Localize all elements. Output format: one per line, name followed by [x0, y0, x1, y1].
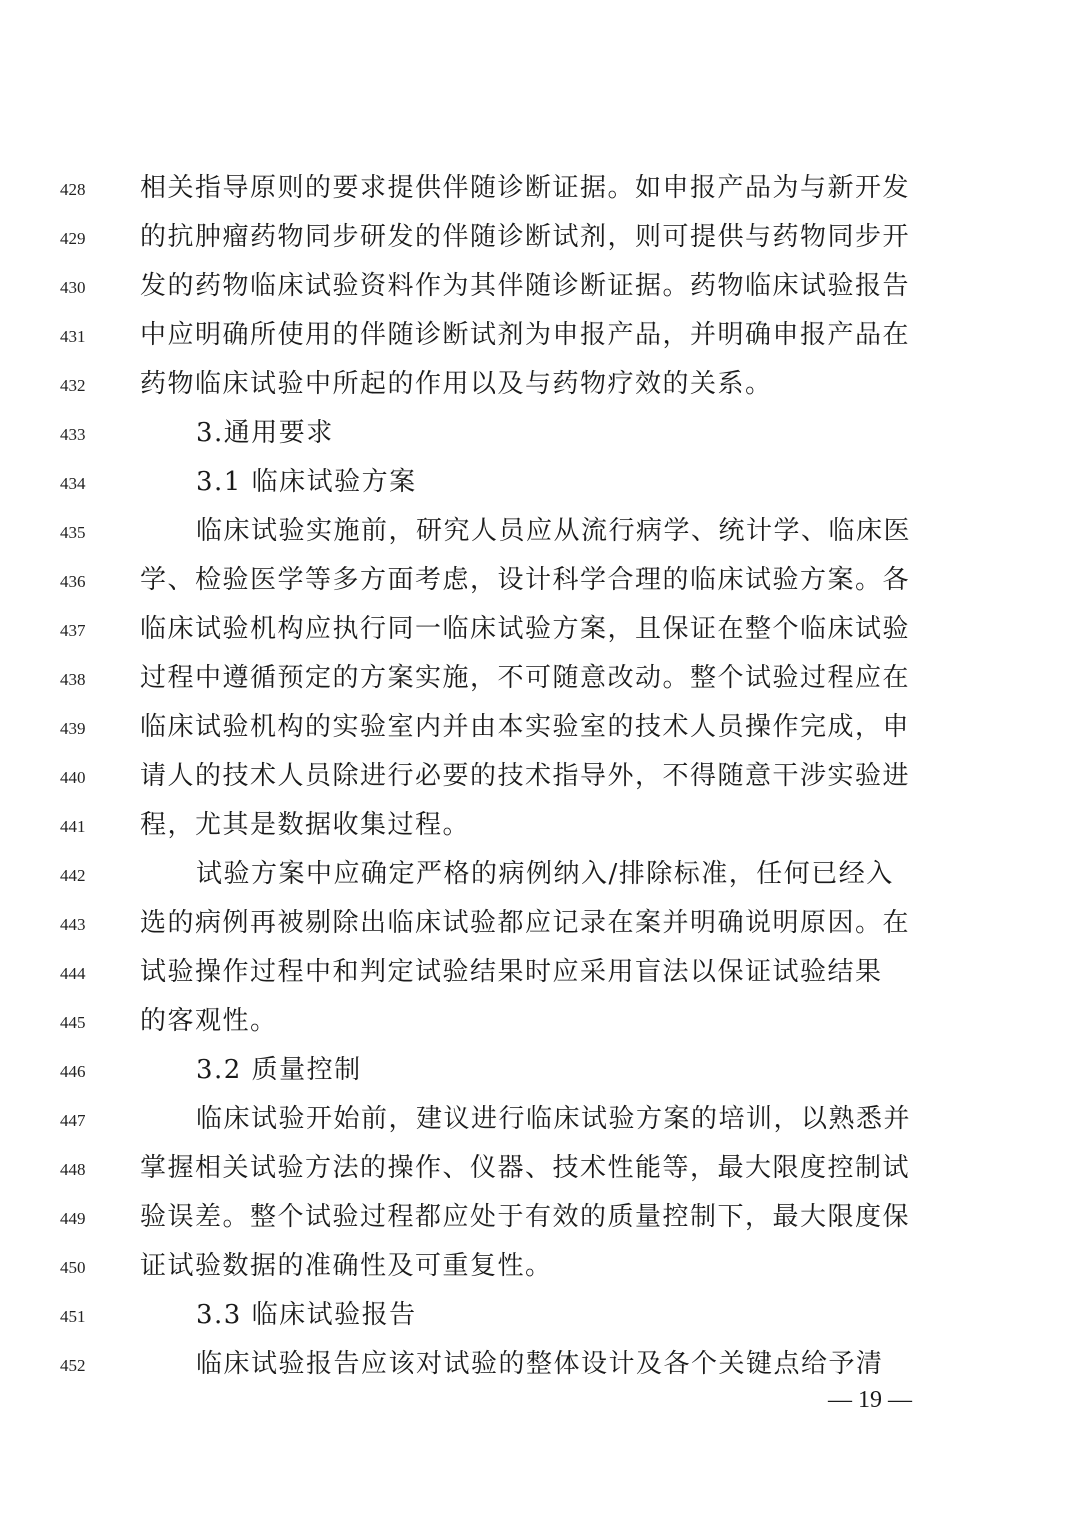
document-line: [0, 607, 1080, 655]
line-number: 435: [60, 523, 86, 542]
line-text: 3.2 质量控制: [196, 1055, 362, 1085]
line-text: 掌握相关试验方法的操作、仪器、技术性能等，最大限度控制试: [140, 1153, 911, 1183]
line-text: 临床试验机构的实验室内并由本实验室的技术人员操作完成，申: [140, 712, 911, 742]
document-line: [0, 656, 1080, 704]
line-number: 446: [60, 1062, 86, 1081]
line-text: 临床试验机构应执行同一临床试验方案，且保证在整个临床试验: [140, 614, 911, 644]
line-text: 验误差。整个试验过程都应处于有效的质量控制下，最大限度保: [140, 1202, 911, 1232]
document-line: [0, 1244, 1080, 1292]
line-text: 学、检验医学等多方面考虑，设计科学合理的临床试验方案。各: [140, 565, 911, 595]
line-text: 3.3 临床试验报告: [196, 1300, 417, 1330]
line-number: 452: [60, 1356, 86, 1375]
line-text: 3.通用要求: [196, 418, 334, 448]
line-text: 相关指导原则的要求提供伴随诊断证据。如申报产品为与新开发: [140, 173, 911, 203]
line-number: 443: [60, 915, 86, 934]
line-number: 440: [60, 768, 86, 787]
line-number: 445: [60, 1013, 86, 1032]
line-number: 451: [60, 1307, 86, 1326]
document-line: [0, 950, 1080, 998]
line-number: 447: [60, 1111, 86, 1130]
document-line: [0, 215, 1080, 263]
document-line: [0, 803, 1080, 851]
line-text: 程，尤其是数据收集过程。: [140, 810, 471, 840]
line-text: 的客观性。: [140, 1006, 278, 1036]
line-text: 发的药物临床试验资料作为其伴随诊断证据。药物临床试验报告: [140, 271, 911, 301]
line-number: 444: [60, 964, 86, 983]
line-number: 434: [60, 474, 86, 493]
document-line: [0, 1097, 1080, 1145]
document-line: [0, 852, 1080, 900]
line-text: 请人的技术人员除进行必要的技术指导外，不得随意干涉实验进: [140, 761, 911, 791]
line-number: 442: [60, 866, 86, 885]
line-number: 438: [60, 670, 86, 689]
line-number: 437: [60, 621, 86, 640]
line-text: 临床试验报告应该对试验的整体设计及各个关键点给予清: [196, 1349, 884, 1379]
document-line: [0, 362, 1080, 410]
document-line: [0, 999, 1080, 1047]
document-line: [0, 901, 1080, 949]
line-number: 428: [60, 180, 86, 199]
line-text: 过程中遵循预定的方案实施，不可随意改动。整个试验过程应在: [140, 663, 911, 693]
document-line: [0, 264, 1080, 312]
document-line: [0, 705, 1080, 753]
line-text: 试验方案中应确定严格的病例纳入/排除标准，任何已经入: [196, 859, 894, 889]
line-number: 441: [60, 817, 86, 836]
document-line: [0, 411, 1080, 459]
line-text: 3.1 临床试验方案: [196, 467, 417, 497]
document-line: [0, 558, 1080, 606]
document-line: [0, 1342, 1080, 1390]
line-text: 证试验数据的准确性及可重复性。: [140, 1251, 553, 1281]
line-text: 临床试验开始前，建议进行临床试验方案的培训，以熟悉并: [196, 1104, 912, 1134]
line-number: 450: [60, 1258, 86, 1277]
line-number: 430: [60, 278, 86, 297]
line-number: 436: [60, 572, 86, 591]
line-number: 439: [60, 719, 86, 738]
line-text: 中应明确所使用的伴随诊断试剂为申报产品，并明确申报产品在: [140, 320, 911, 350]
line-number: 429: [60, 229, 86, 248]
line-number: 432: [60, 376, 86, 395]
line-text: 药物临床试验中所起的作用以及与药物疗效的关系。: [140, 369, 773, 399]
document-line: [0, 1048, 1080, 1096]
line-number: 448: [60, 1160, 86, 1179]
document-line: [0, 509, 1080, 557]
line-number: 433: [60, 425, 86, 444]
page-number: — 19 —: [828, 1387, 912, 1413]
line-number: 449: [60, 1209, 86, 1228]
line-text: 临床试验实施前，研究人员应从流行病学、统计学、临床医: [196, 516, 912, 546]
document-line: [0, 1146, 1080, 1194]
document-line: [0, 313, 1080, 361]
document-line: [0, 1293, 1080, 1341]
document-line: [0, 1195, 1080, 1243]
document-line: [0, 754, 1080, 802]
line-text: 选的病例再被剔除出临床试验都应记录在案并明确说明原因。在: [140, 908, 911, 938]
document-line: [0, 460, 1080, 508]
line-text: 的抗肿瘤药物同步研发的伴随诊断试剂，则可提供与药物同步开: [140, 222, 911, 252]
document-line: [0, 166, 1080, 214]
line-number: 431: [60, 327, 86, 346]
line-text: 试验操作过程中和判定试验结果时应采用盲法以保证试验结果: [140, 957, 883, 987]
